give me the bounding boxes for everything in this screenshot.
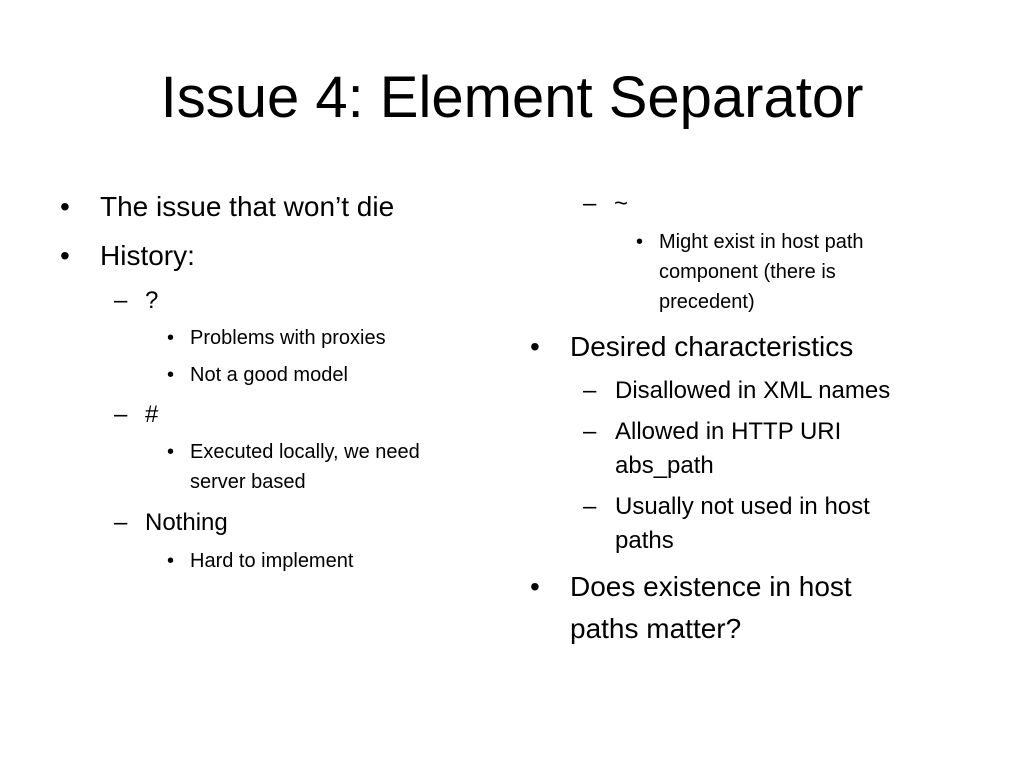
- bullet-marker: •: [530, 571, 540, 602]
- dash-text: Nothing: [145, 509, 228, 536]
- dash-marker: –: [114, 287, 128, 314]
- dash-text-line: Usually not used in host: [615, 493, 870, 520]
- bullet-text-line: Does existence in host: [570, 571, 852, 602]
- sub-bullet-text: Problems with proxies: [190, 327, 386, 349]
- bullet-marker: •: [530, 331, 540, 362]
- dash-marker: –: [583, 190, 597, 217]
- sub-bullet-text-line: Might exist in host path: [659, 231, 864, 253]
- sub-bullet-marker: •: [636, 231, 644, 253]
- sub-bullet-marker: •: [167, 364, 175, 386]
- bullet-marker: •: [60, 240, 70, 271]
- dash-text-line: abs_path: [615, 452, 714, 479]
- dash-text: #: [145, 401, 159, 428]
- sub-bullet-marker: •: [167, 327, 175, 349]
- dash-text-line: paths: [615, 527, 674, 554]
- sub-bullet-marker: •: [167, 550, 175, 572]
- sub-bullet-text-line: component (there is: [659, 261, 836, 283]
- sub-bullet-marker: •: [167, 441, 175, 463]
- dash-marker: –: [583, 377, 597, 404]
- sub-bullet-text: Not a good model: [190, 364, 348, 386]
- dash-text: ?: [145, 287, 159, 314]
- sub-bullet-text-line: server based: [190, 471, 306, 493]
- slide-title: Issue 4: Element Separator: [160, 65, 864, 130]
- dash-marker: –: [114, 509, 128, 536]
- sub-bullet-text-line: Executed locally, we need: [190, 441, 420, 463]
- dash-marker: –: [114, 401, 128, 428]
- dash-marker: –: [583, 418, 597, 445]
- dash-marker: –: [583, 493, 597, 520]
- sub-bullet-text-line: precedent): [659, 291, 755, 313]
- bullet-text: History:: [100, 240, 195, 271]
- sub-bullet-text: Hard to implement: [190, 550, 354, 572]
- bullet-text-line: paths matter?: [570, 613, 742, 644]
- dash-text-line: Allowed in HTTP URI: [615, 418, 842, 445]
- bullet-text: The issue that won’t die: [100, 191, 395, 222]
- dash-text: ~: [614, 190, 629, 217]
- bullet-text: Desired characteristics: [570, 331, 854, 362]
- bullet-marker: •: [60, 191, 70, 222]
- dash-text: Disallowed in XML names: [615, 377, 891, 404]
